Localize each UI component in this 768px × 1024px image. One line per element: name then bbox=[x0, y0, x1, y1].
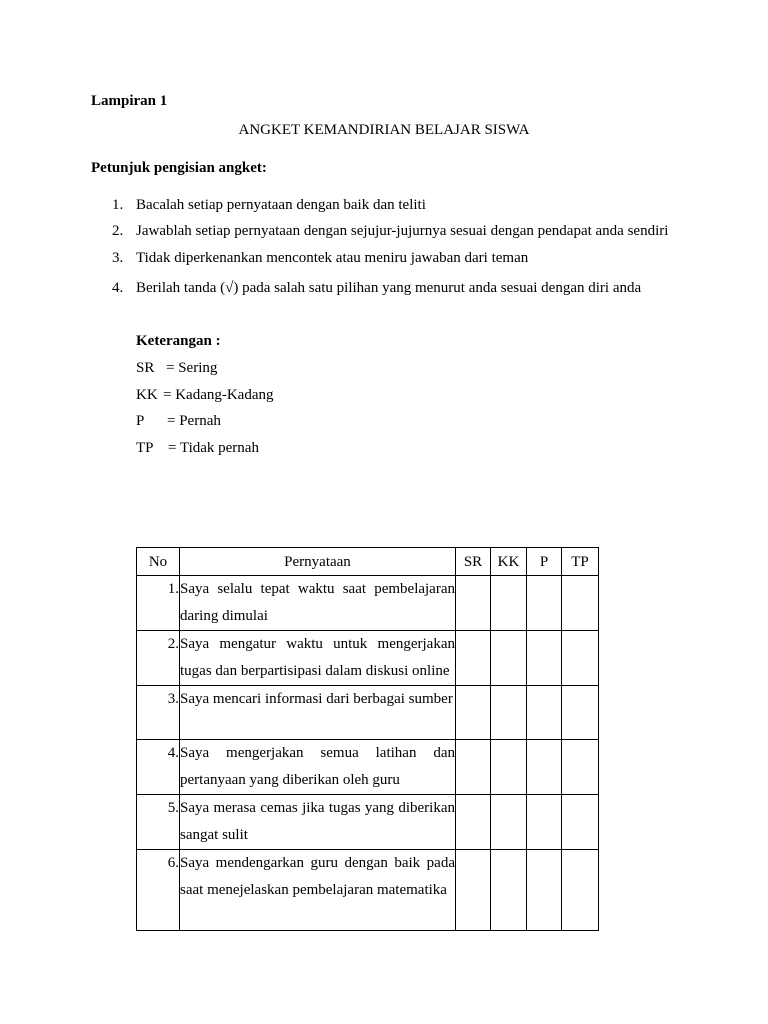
instruction-number: 2. bbox=[112, 223, 124, 239]
header-tp: TP bbox=[562, 548, 599, 576]
answer-cell-tp[interactable] bbox=[562, 795, 599, 850]
answer-cell-kk[interactable] bbox=[491, 850, 527, 931]
answer-cell-p[interactable] bbox=[527, 686, 562, 740]
answer-cell-p[interactable] bbox=[527, 795, 562, 850]
instruction-number: 4. bbox=[112, 280, 124, 296]
answer-cell-sr[interactable] bbox=[456, 576, 491, 631]
instruction-text: Bacalah setiap pernyataan dengan baik dan teliti bbox=[136, 197, 426, 213]
answer-cell-sr[interactable] bbox=[456, 795, 491, 850]
row-number: 2. bbox=[137, 631, 180, 686]
header-no: No bbox=[137, 548, 180, 576]
legend-item bbox=[136, 360, 217, 377]
answer-cell-sr[interactable] bbox=[456, 686, 491, 740]
table-header-row bbox=[137, 548, 599, 576]
instruction-item bbox=[112, 197, 426, 214]
answer-cell-sr[interactable] bbox=[456, 850, 491, 931]
row-number: 3. bbox=[137, 686, 180, 740]
header-sr: SR bbox=[456, 548, 491, 576]
legend-item bbox=[136, 387, 274, 404]
legend-code: P bbox=[136, 413, 145, 429]
row-statement: Saya mencari informasi dari berbagai sumber bbox=[180, 686, 456, 740]
legend-description: = Sering bbox=[166, 360, 218, 376]
answer-cell-tp[interactable] bbox=[562, 740, 599, 795]
instruction-number: 1. bbox=[112, 197, 124, 213]
row-number: 1. bbox=[137, 576, 180, 631]
answer-cell-kk[interactable] bbox=[491, 795, 527, 850]
instruction-text: Jawablah setiap pernyataan dengan sejujur-jujurnya sesuai dengan pendapat anda sendiri bbox=[136, 223, 669, 239]
answer-cell-p[interactable] bbox=[527, 850, 562, 931]
header-pernyataan: Pernyataan bbox=[180, 548, 456, 576]
answer-cell-sr[interactable] bbox=[456, 740, 491, 795]
answer-cell-p[interactable] bbox=[527, 576, 562, 631]
row-number: 6. bbox=[137, 850, 180, 931]
row-number: 5. bbox=[137, 795, 180, 850]
answer-cell-tp[interactable] bbox=[562, 631, 599, 686]
answer-cell-p[interactable] bbox=[527, 631, 562, 686]
row-statement: Saya mengerjakan semua latihan dan pertanyaan yang diberikan oleh guru bbox=[180, 740, 456, 795]
instruction-item bbox=[112, 280, 641, 297]
row-statement: Saya mendengarkan guru dengan baik pada saat menejelaskan pembelajaran matematika bbox=[180, 850, 456, 931]
header-p: P bbox=[527, 548, 562, 576]
answer-cell-sr[interactable] bbox=[456, 631, 491, 686]
instruction-text: Tidak diperkenankan mencontek atau meniru jawaban dari teman bbox=[136, 250, 529, 266]
answer-cell-kk[interactable] bbox=[491, 576, 527, 631]
legend-description: = Kadang-Kadang bbox=[163, 387, 274, 403]
row-statement: Saya mengatur waktu untuk mengerjakan tugas dan berpartisipasi dalam diskusi online bbox=[180, 631, 456, 686]
answer-cell-kk[interactable] bbox=[491, 740, 527, 795]
legend-heading: Keterangan : bbox=[136, 333, 221, 349]
legend-description: = Tidak pernah bbox=[168, 440, 259, 456]
legend-code: SR bbox=[136, 360, 155, 376]
table-row bbox=[137, 850, 599, 931]
answer-cell-tp[interactable] bbox=[562, 686, 599, 740]
answer-cell-tp[interactable] bbox=[562, 850, 599, 931]
table-row bbox=[137, 686, 599, 740]
instruction-number: 3. bbox=[112, 250, 124, 266]
instruction-item bbox=[112, 250, 528, 267]
document-title: ANGKET KEMANDIRIAN BELAJAR SISWA bbox=[238, 122, 530, 138]
answer-cell-tp[interactable] bbox=[562, 576, 599, 631]
legend-code: KK bbox=[136, 387, 158, 403]
legend-code: TP bbox=[136, 440, 154, 456]
legend-item bbox=[136, 440, 259, 457]
page-heading: Lampiran 1 bbox=[91, 93, 168, 109]
answer-cell-kk[interactable] bbox=[491, 631, 527, 686]
row-number: 4. bbox=[137, 740, 180, 795]
table-row bbox=[137, 631, 599, 686]
legend-description: = Pernah bbox=[167, 413, 221, 429]
table-row bbox=[137, 795, 599, 850]
instructions-heading: Petunjuk pengisian angket: bbox=[91, 160, 267, 176]
questionnaire-table bbox=[136, 547, 599, 931]
instruction-item bbox=[112, 223, 668, 240]
instruction-text: Berilah tanda (√) pada salah satu pilihan yang menurut anda sesuai dengan diri anda bbox=[136, 280, 642, 296]
answer-cell-kk[interactable] bbox=[491, 686, 527, 740]
row-statement: Saya selalu tepat waktu saat pembelajaran daring dimulai bbox=[180, 576, 456, 631]
table-row bbox=[137, 740, 599, 795]
table-row bbox=[137, 576, 599, 631]
legend-item bbox=[136, 413, 221, 430]
row-statement: Saya merasa cemas jika tugas yang diberikan sangat sulit bbox=[180, 795, 456, 850]
answer-cell-p[interactable] bbox=[527, 740, 562, 795]
header-kk: KK bbox=[491, 548, 527, 576]
